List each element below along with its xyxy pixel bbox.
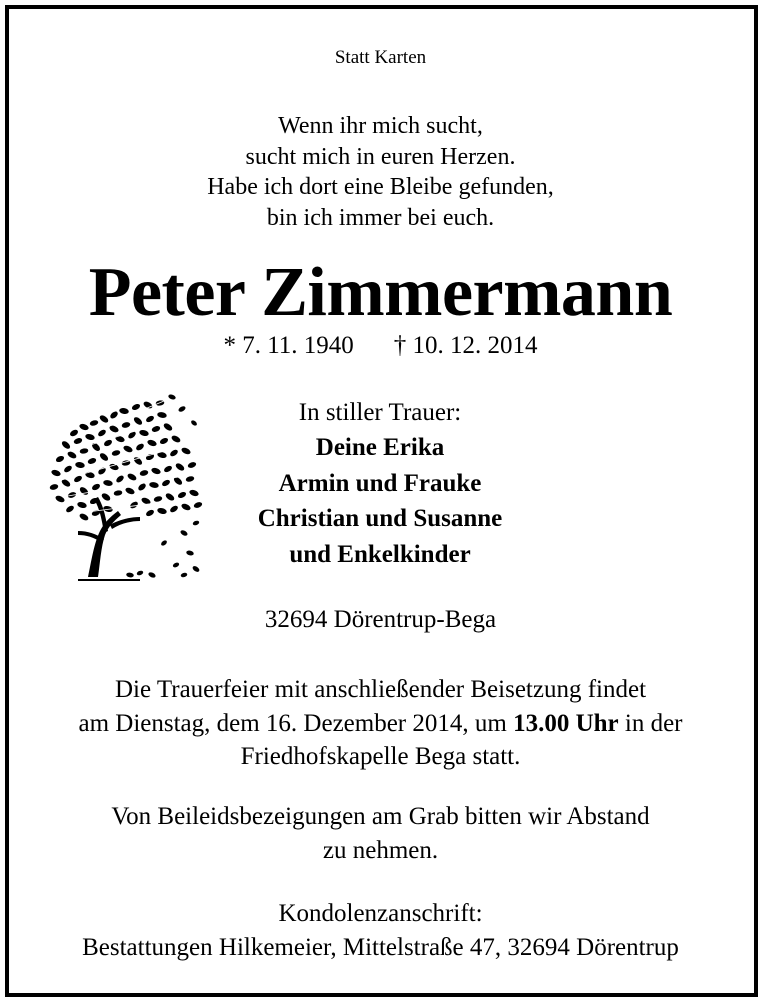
service-line [0,707,761,741]
address-text: Bestattungen Hilkemeier, Mittelstraße 47, 32694 Dörentrup [82,934,679,961]
poem-line: sucht mich in euren Herzen. [245,143,516,170]
mourners-intro: In stiller Trauer: [298,399,462,426]
service-date: am Dienstag, dem 16. Dezember 2014, um [78,709,514,737]
service-line: Friedhofskapelle Bega statt. [240,743,521,770]
life-dates [0,332,761,360]
mourner-name: und Enkelkinder [289,540,471,568]
condolence-line: zu nehmen. [322,836,439,864]
poem [0,111,761,233]
birth-date: * 7. 11. 1940 [223,332,354,359]
poem-line: Wenn ihr mich sucht, [278,113,483,139]
condolence-note [0,800,761,867]
condolence-address [0,897,761,965]
mourner-name: Deine Erika [315,434,445,461]
mourners-block [200,396,560,572]
statt-karten-label: Statt Karten [334,47,427,68]
deceased-name: Peter Zimmermann [88,254,673,331]
condolence-line: Von Beileidsbezeigungen am Grab bitten wir Abstand [111,803,650,830]
place-of-residence: 32694 Dörentrup-Bega [264,606,497,633]
death-date: † 10. 12. 2014 [393,332,538,359]
mourner-name: Armin und Frauke [278,469,482,497]
service-line-end: in der [618,709,683,737]
mourner-name: Christian und Susanne [257,505,503,532]
poem-line: Habe ich dort eine Bleibe gefunden, [207,174,554,200]
poem-line: bin ich immer bei euch. [266,204,495,231]
funeral-service-info [0,673,761,774]
windblown-tree-icon [44,393,204,585]
service-line: Die Trauerfeier mit anschließender Beisetzung findet [114,676,647,703]
service-time: 13.00 Uhr [513,709,619,737]
address-label: Kondolenzanschrift: [278,900,483,927]
